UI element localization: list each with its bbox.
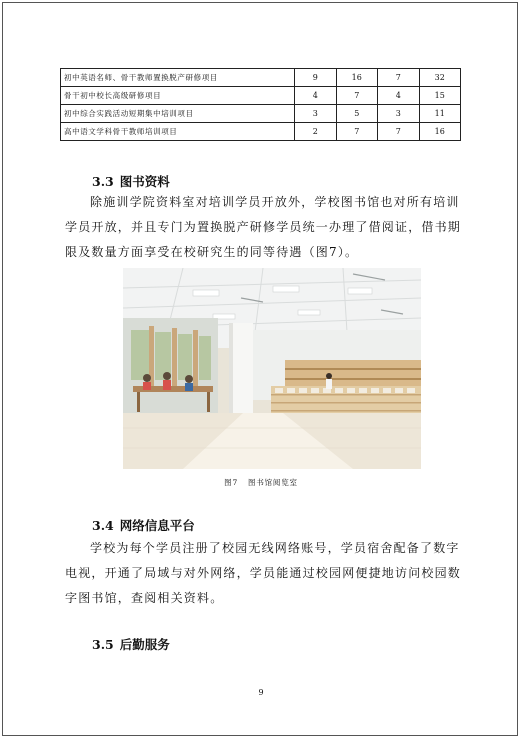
- section-title: 图书资料: [119, 174, 170, 189]
- table-cell-value: 4: [378, 87, 420, 105]
- page-number: 9: [258, 688, 264, 697]
- figure-caption: [0, 477, 522, 488]
- table-cell-value: 16: [336, 69, 378, 87]
- table-cell-value: 4: [295, 87, 337, 105]
- figure-title: 图书馆阅览室: [248, 478, 298, 487]
- section-title: 后勤服务: [119, 637, 170, 652]
- section-heading-network: [92, 516, 195, 534]
- training-project-table: [60, 68, 461, 141]
- section-number: 3.4: [92, 518, 114, 533]
- section-heading-library: [92, 172, 170, 190]
- table-cell-project-name: 初中英语名师、骨干教师置换脱产研修项目: [61, 69, 295, 87]
- table-cell-value: 3: [295, 105, 337, 123]
- section-number: 3.3: [92, 174, 114, 189]
- table-cell-project-name: 高中语文学科骨干教师培训项目: [61, 123, 295, 141]
- table-row: [61, 87, 461, 105]
- figure-label: 图7: [224, 478, 239, 487]
- table-cell-total: 32: [419, 69, 461, 87]
- table-row: [61, 69, 461, 87]
- table-cell-value: 5: [336, 105, 378, 123]
- table-cell-project-name: 骨干初中校长高级研修项目: [61, 87, 295, 105]
- table-cell-value: 3: [378, 105, 420, 123]
- table-cell-total: 16: [419, 123, 461, 141]
- table-cell-value: 9: [295, 69, 337, 87]
- table-cell-value: 7: [378, 69, 420, 87]
- section-number: 3.5: [92, 637, 114, 652]
- table-cell-value: 2: [295, 123, 337, 141]
- table-cell-project-name: 初中综合实践活动短期集中培训项目: [61, 105, 295, 123]
- table-row: [61, 105, 461, 123]
- table-cell-value: 7: [336, 123, 378, 141]
- table-cell-total: 11: [419, 105, 461, 123]
- table-cell-value: 7: [378, 123, 420, 141]
- paragraph-library: 除施训学院资料室对培训学员开放外，学校图书馆也对所有培训学员开放，并且专门为置换脱产研修学员统一办理了借阅证，借书期限及数量方面享受在校研究生的同等待遇（图7）。: [65, 195, 462, 259]
- table-cell-total: 15: [419, 87, 461, 105]
- table-cell-value: 7: [336, 87, 378, 105]
- table-row: [61, 123, 461, 141]
- section-title: 网络信息平台: [119, 518, 195, 533]
- paragraph-network: 学校为每个学员注册了校园无线网络账号，学员宿舍配备了数字电视，开通了局域与对外网络，学员能通过校园网便捷地访问校园数字图书馆，查阅相关资料。: [65, 541, 462, 605]
- library-reading-room-photo: [123, 268, 421, 469]
- section-heading-logistics: [92, 635, 170, 653]
